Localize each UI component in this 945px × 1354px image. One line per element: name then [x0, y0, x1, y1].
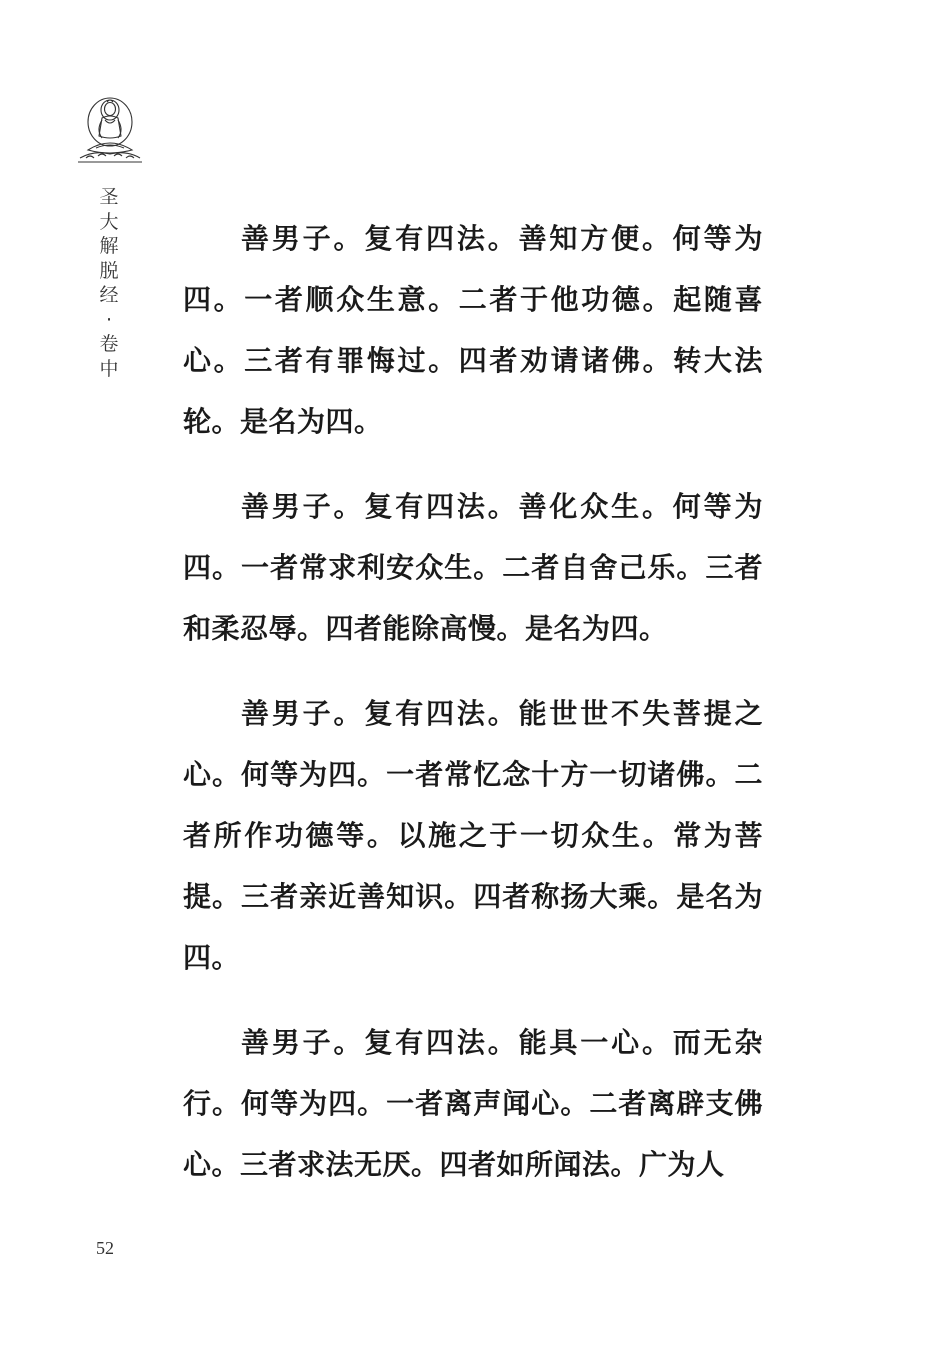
- paragraph: 善男子。复有四法。善知方便。何等为四。一者顺众生意。二者于他功德。起随喜心。三者有罪悔过。四者劝请诸佛。转大法轮。是名为四。: [183, 222, 763, 438]
- running-head-char: ·: [105, 308, 113, 331]
- running-head-char: 解: [99, 235, 119, 257]
- seated-buddha-icon: [74, 92, 146, 168]
- body-text: [183, 208, 763, 1219]
- running-head-char: 大: [99, 210, 119, 233]
- paragraph: 善男子。复有四法。能世世不失菩提之心。何等为四。一者常忆念十方一切诸佛。二者所作功德等。以施之于一切众生。常为菩提。三者亲近善知识。四者称扬大乘。是名为四。: [183, 697, 763, 974]
- paragraph: 善男子。复有四法。善化众生。何等为四。一者常求利安众生。二者自舍己乐。三者和柔忍辱。四者能除高慢。是名为四。: [183, 490, 763, 645]
- running-head-char: 脱: [99, 259, 119, 282]
- running-head: [96, 185, 122, 381]
- page-number: 52: [96, 1238, 114, 1258]
- running-head-char: 经: [99, 284, 119, 306]
- running-head-char: 中: [99, 357, 119, 380]
- running-head-char: 卷: [99, 333, 119, 355]
- running-head-char: 圣: [99, 186, 119, 208]
- paragraph: 善男子。复有四法。能具一心。而无杂行。何等为四。一者离声闻心。二者离辟支佛心。三者求法无厌。四者如所闻法。广为人: [183, 1026, 763, 1181]
